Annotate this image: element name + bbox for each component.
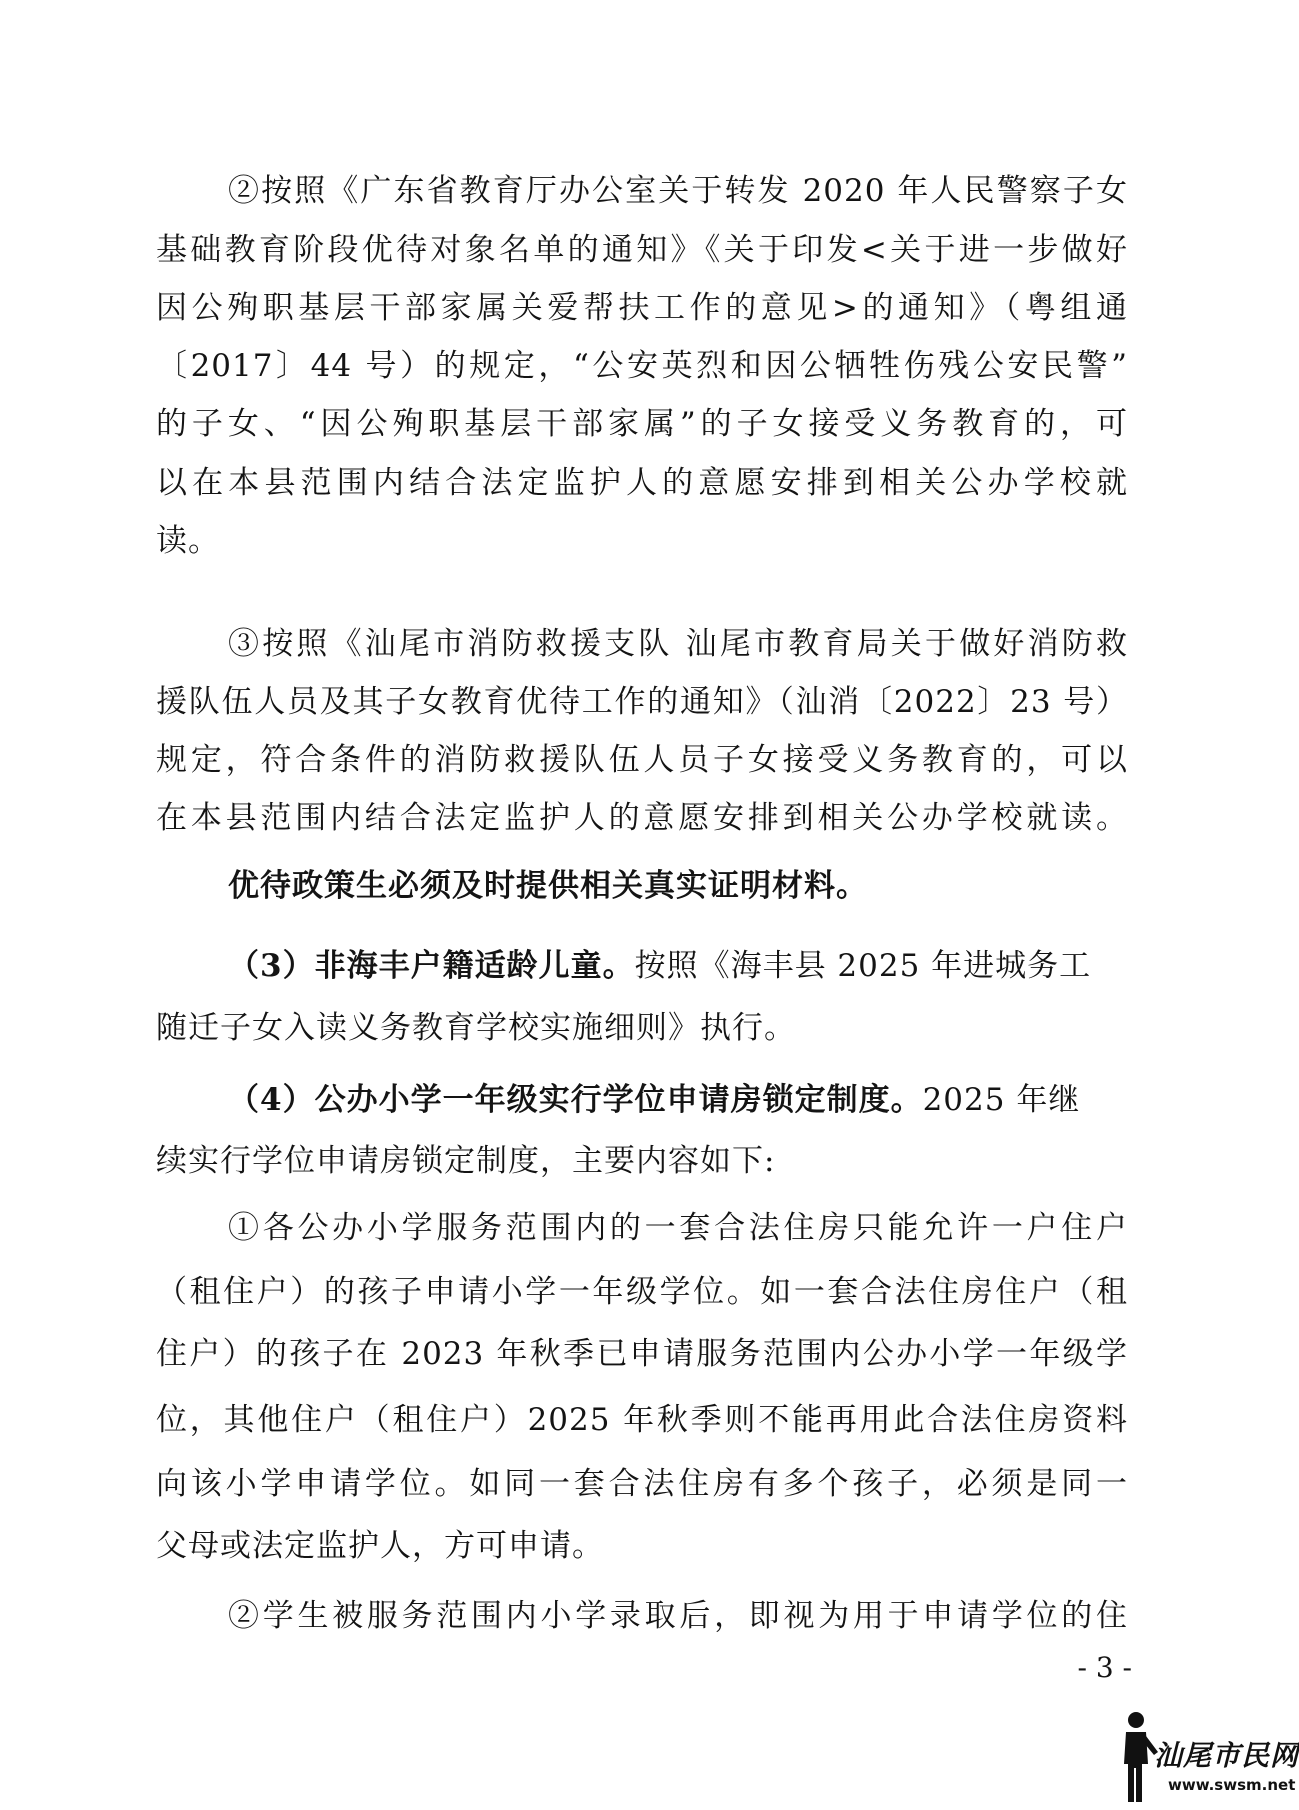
item-heading: （4）公办小学一年级实行学位申请房锁定制度。 (228, 1082, 923, 1118)
paragraph-line: 基础教育阶段优待对象名单的通知》《关于印发<关于进一步做好 (156, 232, 1128, 268)
item-text: 按照《海丰县 2025 年进城务工 (634, 948, 1092, 984)
paragraph-line: ③按照《汕尾市消防救援支队 汕尾市教育局关于做好消防救 (228, 626, 1128, 662)
paragraph-line: 以在本县范围内结合法定监护人的意愿安排到相关公办学校就 (156, 465, 1128, 501)
paragraph-line (228, 938, 1128, 994)
paragraph-line: 在本县范围内结合法定监护人的意愿安排到相关公办学校就读。 (156, 800, 1128, 836)
page-number: - 3 - (1077, 1651, 1132, 1684)
item-text: 2025 年继 (922, 1082, 1081, 1118)
paragraph-line: 〔2017〕44 号）的规定，“公安英烈和因公牺牲伤残公安民警” (156, 348, 1128, 384)
paragraph-line: 位，其他住户（租住户）2025 年秋季则不能再用此合法住房资料 (156, 1402, 1128, 1438)
bold-paragraph-line: 优待政策生必须及时提供相关真实证明材料。 (228, 868, 868, 904)
paragraph-line: 向该小学申请学位。如同一套合法住房有多个孩子，必须是同一 (156, 1466, 1128, 1502)
paragraph-line: 规定，符合条件的消防救援队伍人员子女接受义务教育的，可以 (156, 742, 1128, 778)
watermark-brand: 汕尾市民网 (1154, 1739, 1299, 1772)
paragraph-line: 续实行学位申请房锁定制度，主要内容如下: (156, 1143, 776, 1179)
paragraph-line: 读。 (156, 523, 220, 559)
paragraph-line: ①各公办小学服务范围内的一套合法住房只能允许一户住户 (228, 1210, 1128, 1246)
item-heading: （3）非海丰户籍适龄儿童。 (228, 948, 635, 984)
paragraph-line: 父母或法定监护人，方可申请。 (156, 1528, 604, 1564)
paragraph-line: ②学生被服务范围内小学录取后，即视为用于申请学位的住 (228, 1598, 1128, 1634)
paragraph-line (228, 1072, 1128, 1128)
paragraph-line: （租住户）的孩子申请小学一年级学位。如一套合法住房住户（租 (156, 1274, 1128, 1310)
paragraph-line: 因公殉职基层干部家属关爱帮扶工作的意见>的通知》（粤组通 (156, 290, 1128, 326)
watermark-url: www.swsm.net (1168, 1776, 1296, 1794)
paragraph-line: 援队伍人员及其子女教育优待工作的通知》（汕消〔2022〕23 号） (156, 684, 1128, 720)
paragraph-line: 的子女、“因公殉职基层干部家属”的子女接受义务教育的，可 (156, 406, 1128, 442)
paragraph-line: 随迁子女入读义务教育学校实施细则》执行。 (156, 1010, 796, 1046)
paragraph-line: 住户）的孩子在 2023 年秋季已申请服务范围内公办小学一年级学 (156, 1336, 1128, 1372)
site-watermark (1112, 1706, 1299, 1806)
paragraph-line: ②按照《广东省教育厅办公室关于转发 2020 年人民警察子女 (228, 173, 1128, 209)
